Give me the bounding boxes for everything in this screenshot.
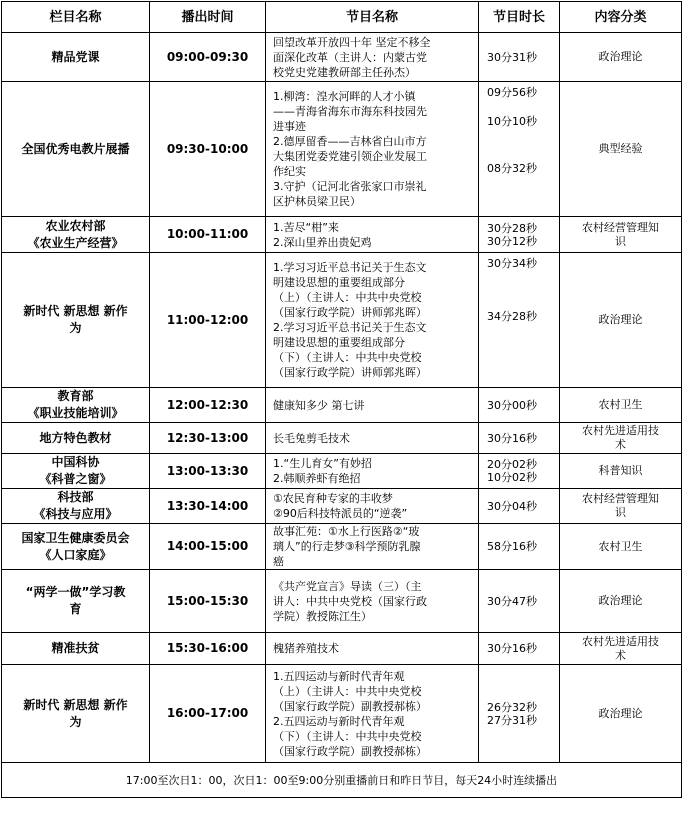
- category-line: 政治理论: [598, 313, 643, 326]
- program-line: 《共产党宣言》导读（三）（主: [273, 579, 422, 593]
- category-cell: [560, 253, 682, 388]
- duration-item: 30分12秒: [487, 234, 537, 248]
- program-line: 1.柳湾：湟水河畔的人才小镇: [273, 90, 416, 103]
- column-name-cell: [2, 489, 150, 524]
- category-cell: [560, 454, 682, 489]
- table-row: [2, 423, 682, 454]
- program-line: 进事迹: [273, 120, 306, 133]
- duration-item: 30分31秒: [487, 50, 537, 64]
- program-line: 2.韩顺养虾有绝招: [273, 472, 361, 485]
- airtime-cell: 13:00-13:30: [150, 454, 266, 489]
- program-line: 璃人”的行走梦③科学预防乳腺: [273, 540, 421, 553]
- duration-item: 30分00秒: [487, 398, 537, 412]
- header-cell-program: 节目名称: [266, 2, 479, 33]
- category-line: 术: [615, 438, 626, 451]
- column-name-line: 国家卫生健康委员会: [21, 530, 130, 545]
- program-line: 癌: [273, 555, 284, 568]
- airtime-cell: 12:30-13:00: [150, 423, 266, 454]
- column-name-line: “两学一做”学习教: [25, 585, 126, 599]
- table-row: [2, 33, 682, 82]
- category-cell: [560, 33, 682, 82]
- category-line: 术: [615, 648, 626, 662]
- column-name-cell: [2, 82, 150, 217]
- category-line: 政治理论: [598, 706, 643, 720]
- duration-item: 34分28秒: [487, 310, 537, 323]
- program-line: 明建设思想的重要组成部分: [273, 276, 405, 289]
- program-line: 大集团党委党建引领企业发展工: [273, 150, 427, 163]
- program-line: 区护林员梁卫民）: [273, 195, 361, 208]
- category-cell: [560, 217, 682, 253]
- category-cell: [560, 665, 682, 763]
- duration-cell: [479, 524, 560, 570]
- program-line: （国家行政学院）讲师郭兆晖）: [273, 306, 427, 319]
- column-name-cell: [2, 253, 150, 388]
- program-line: ①农民育种专家的丰收梦: [273, 492, 393, 505]
- airtime-cell: 09:30-10:00: [150, 82, 266, 217]
- category-line: 识: [615, 506, 626, 519]
- program-line: 2.深山里养出贵妃鸡: [273, 235, 372, 249]
- duration-cell: [479, 253, 560, 388]
- column-name-cell: [2, 388, 150, 423]
- program-cell: [266, 217, 479, 253]
- duration-cell: [479, 33, 560, 82]
- category-cell: [560, 423, 682, 454]
- duration-item: 58分16秒: [487, 540, 537, 553]
- table-row: [2, 388, 682, 423]
- duration-cell: [479, 489, 560, 524]
- table-row: [2, 454, 682, 489]
- program-line: 1.“生儿育女”有妙招: [273, 457, 372, 470]
- program-line: 1.学习习近平总书记关于生态文: [273, 261, 427, 274]
- program-line: 回望改革开放四十年 坚定不移全: [273, 35, 431, 49]
- program-line: 健康知多少 第七讲: [273, 398, 365, 412]
- column-name-line: 全国优秀电教片展播: [21, 141, 130, 156]
- category-cell: [560, 82, 682, 217]
- column-name-line: 《科技与应用》: [33, 507, 118, 521]
- duration-item: 27分31秒: [487, 713, 537, 727]
- header-cell-category: 内容分类: [560, 2, 682, 33]
- duration-item: 30分47秒: [487, 594, 537, 608]
- footer-note: 17:00至次日1：00，次日1：00至9:00分别重播前日和昨日节目，每天24小时连续播出: [2, 763, 682, 798]
- program-cell: [266, 388, 479, 423]
- category-line: 农村先进适用技: [582, 634, 659, 648]
- column-name-cell: [2, 33, 150, 82]
- program-cell: [266, 524, 479, 570]
- category-line: 典型经验: [598, 142, 643, 155]
- column-name-line: 《职业技能培训》: [27, 406, 124, 420]
- header-cell-name: 栏目名称: [2, 2, 150, 33]
- duration-item: 30分04秒: [487, 499, 537, 513]
- duration-item: 30分28秒: [487, 221, 537, 235]
- column-name-line: 为: [69, 714, 82, 729]
- column-name-line: 为: [69, 321, 82, 335]
- category-cell: [560, 524, 682, 570]
- airtime-cell: 12:00-12:30: [150, 388, 266, 423]
- program-line: 长毛兔剪毛技术: [273, 431, 350, 445]
- column-name-cell: [2, 454, 150, 489]
- program-cell: [266, 82, 479, 217]
- duration-item: 26分32秒: [487, 700, 537, 714]
- program-line: 3.守护（记河北省张家口市崇礼: [273, 180, 427, 193]
- category-cell: [560, 570, 682, 633]
- table-row: [2, 570, 682, 633]
- program-cell: [266, 665, 479, 763]
- airtime-cell: 13:30-14:00: [150, 489, 266, 524]
- duration-item: 08分32秒: [487, 162, 537, 175]
- category-cell: [560, 633, 682, 665]
- duration-cell: [479, 633, 560, 665]
- duration-item: 09分56秒: [487, 86, 537, 99]
- category-cell: [560, 388, 682, 423]
- program-line: 作纪实: [273, 165, 306, 178]
- duration-item: 10分10秒: [487, 115, 537, 128]
- column-name-line: 育: [69, 602, 82, 616]
- program-line: 学院）教授陈江生）: [273, 609, 372, 623]
- column-name-line: 农业农村部: [45, 218, 106, 233]
- airtime-cell: 14:00-15:00: [150, 524, 266, 570]
- program-line: （下）（主讲人：中共中央党校: [273, 729, 422, 743]
- program-line: （国家行政学院）讲师郭兆晖）: [273, 366, 427, 379]
- program-line: （上）（主讲人：中共中央党校: [273, 684, 422, 698]
- table-row: [2, 82, 682, 217]
- program-cell: [266, 570, 479, 633]
- program-cell: [266, 33, 479, 82]
- header-cell-time: 播出时间: [150, 2, 266, 33]
- program-line: 故事汇苑：①水上行医路②“玻: [273, 525, 420, 538]
- program-line: 1.苦尽“柑”来: [273, 220, 339, 234]
- column-name-line: 地方特色教材: [39, 430, 112, 445]
- duration-item: 20分02秒: [487, 458, 537, 471]
- category-line: 农村卫生: [598, 539, 643, 553]
- airtime-cell: 09:00-09:30: [150, 33, 266, 82]
- table-row: [2, 665, 682, 763]
- category-line: 识: [615, 234, 626, 248]
- airtime-cell: 15:30-16:00: [150, 633, 266, 665]
- duration-item: 30分16秒: [487, 431, 537, 445]
- program-line: ②90后科技特派员的“逆袭”: [273, 507, 408, 520]
- program-line: （下）（主讲人：中共中央党校: [273, 351, 422, 364]
- duration-cell: [479, 217, 560, 253]
- table-row: [2, 524, 682, 570]
- table-row: [2, 489, 682, 524]
- category-line: 农村卫生: [598, 398, 643, 411]
- airtime-cell: 16:00-17:00: [150, 665, 266, 763]
- duration-cell: [479, 454, 560, 489]
- category-line: 农村先进适用技: [582, 424, 659, 437]
- duration-cell: [479, 388, 560, 423]
- category-line: 政治理论: [598, 594, 643, 607]
- program-line: 2.学习习近平总书记关于生态文: [273, 321, 427, 334]
- column-name-cell: [2, 423, 150, 454]
- column-name-cell: [2, 570, 150, 633]
- duration-cell: [479, 665, 560, 763]
- column-name-line: 中国科协: [51, 455, 100, 469]
- footer-row: [2, 763, 682, 798]
- header-cell-duration: 节目时长: [479, 2, 560, 33]
- program-line: 明建设思想的重要组成部分: [273, 336, 405, 349]
- program-line: （国家行政学院）副教授郝栋）: [273, 699, 427, 713]
- duration-item: 10分02秒: [487, 471, 537, 484]
- program-line: 1.五四运动与新时代青年观: [273, 669, 405, 683]
- program-cell: [266, 253, 479, 388]
- program-line: 槐猪养殖技术: [273, 642, 339, 655]
- airtime-cell: 15:00-15:30: [150, 570, 266, 633]
- table-row: [2, 253, 682, 388]
- program-line: 面深化改革（主讲人：内蒙古党: [273, 50, 427, 64]
- airtime-cell: 10:00-11:00: [150, 217, 266, 253]
- program-line: 2.五四运动与新时代青年观: [273, 714, 405, 728]
- column-name-cell: [2, 524, 150, 570]
- program-line: 校党史党建教研部主任孙杰）: [273, 65, 416, 79]
- program-cell: [266, 454, 479, 489]
- column-name-line: 新时代 新思想 新作: [23, 304, 128, 318]
- airtime-cell: 11:00-12:00: [150, 253, 266, 388]
- column-name-line: 科技部: [57, 490, 94, 504]
- column-name-line: 精品党课: [51, 49, 100, 64]
- column-name-line: 《科普之窗》: [39, 472, 112, 486]
- program-line: ——青海省海东市海东科技园先: [273, 105, 427, 118]
- program-cell: [266, 633, 479, 665]
- table-row: [2, 633, 682, 665]
- category-line: 政治理论: [598, 50, 643, 63]
- column-name-cell: [2, 217, 150, 253]
- column-name-line: 精准扶贫: [51, 641, 100, 655]
- column-name-cell: [2, 665, 150, 763]
- duration-item: 30分34秒: [487, 257, 537, 270]
- table-row: [2, 217, 682, 253]
- column-name-line: 教育部: [57, 389, 94, 403]
- program-line: （上）（主讲人：中共中央党校: [273, 291, 422, 304]
- duration-cell: [479, 423, 560, 454]
- duration-cell: [479, 570, 560, 633]
- column-name-line: 《农业生产经营》: [27, 235, 124, 250]
- category-line: 农村经营管理知: [582, 492, 659, 505]
- program-cell: [266, 489, 479, 524]
- category-line: 科普知识: [598, 464, 643, 477]
- schedule-body: [2, 33, 682, 763]
- program-cell: [266, 423, 479, 454]
- program-line: 讲人：中共中央党校（国家行政: [273, 594, 427, 608]
- column-name-line: 《人口家庭》: [39, 547, 112, 562]
- program-line: （国家行政学院）副教授郝栋）: [273, 744, 427, 758]
- column-name-cell: [2, 633, 150, 665]
- duration-cell: [479, 82, 560, 217]
- column-name-line: 新时代 新思想 新作: [23, 697, 128, 712]
- category-cell: [560, 489, 682, 524]
- duration-item: 30分16秒: [487, 642, 537, 655]
- schedule-table: [1, 1, 682, 798]
- category-line: 农村经营管理知: [582, 220, 659, 234]
- program-line: 2.德厚留香——吉林省白山市方: [273, 135, 427, 148]
- header-row: [2, 2, 682, 33]
